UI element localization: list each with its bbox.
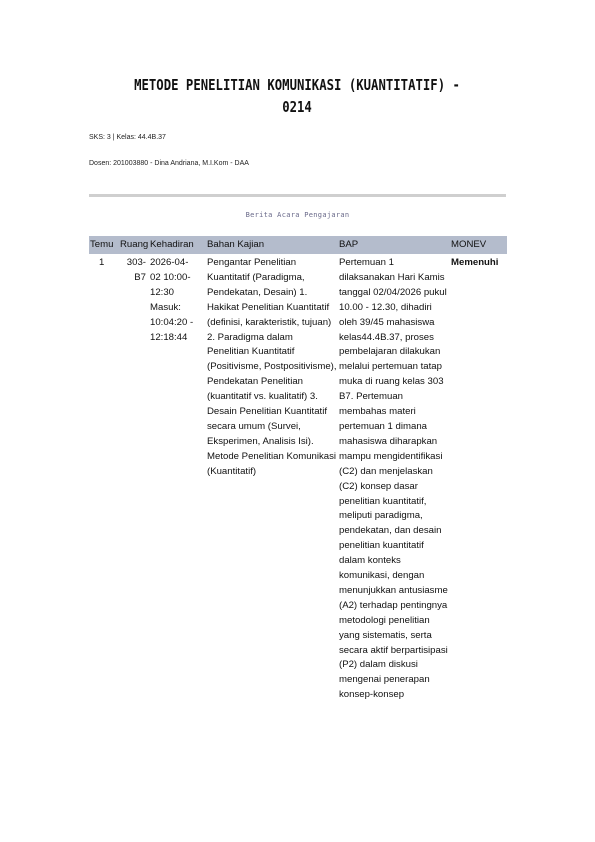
header-bahan-kajian: Bahan Kajian [207, 238, 265, 250]
cell-bahan-kajian: Pengantar Penelitian Kuantitatif (Paradigma, Pendekatan, Desain) 1. Hakikat Penelitian Kuantitatif (definisi, karakteristik, tujuan) 2. Paradigma dalam Penelitian Kuantitatif (Positivisme, Postpositivisme), Pendekatan Penelitian (kuantitatif vs. kualitatif) 3. Desain Penelitian Kuantitatif secara umum (Survei, Eksperimen, Analisis Isi). Metode Penelitian Komunikasi (Kuantitatif) [207, 257, 337, 477]
course-info [89, 134, 166, 141]
header-bap: BAP [339, 238, 359, 250]
header-kehadiran: Kehadiran [150, 238, 194, 250]
cell-bap: Pertemuan 1 dilaksanakan Hari Kamis tanggal 02/04/2026 pukul 10.00 - 12.30, dihadiri oleh 39/45 mahasiswa kelas44.4B.37, proses pembelajaran dilakukan melalui pertemuan tatap muka di ruang kelas 303 B7. Pertemuan membahas materi pertemuan 1 dimana mahasiswa diharapkan mampu mengidentifikasi (C2) dan menjelaskan (C2) konsep dasar penelitian kuantitatif, meliputi paradigma, pendekatan, dan desain penelitian kuantitatif dalam konteks komunikasi, dengan menunjukkan antusiasme (A2) terhadap pentingnya metodologi penelitian yang sistematis, serta secara aktif berpartisipasi (P2) dalam diskusi mengenai penerapan konsep-konsep [339, 257, 448, 701]
cell-ruang: 303- B7 [126, 257, 146, 283]
table-header-row [89, 236, 507, 254]
cell-temu: 1 [99, 257, 105, 268]
divider [89, 194, 506, 197]
page-title: METODE PENELITIAN KOMUNIKASI (KUANTITATIF) - 0214 [134, 76, 460, 116]
cell-kehadiran: 2026-04- 02 10:00- 12:30 Masuk: 10:04:20 - 12:18:44 [150, 257, 194, 343]
section-title: Berita Acara Pengajaran [245, 211, 350, 219]
cell-monev: Memenuhi [451, 257, 499, 268]
header-monev: MONEV [451, 238, 487, 250]
sks-class-info: SKS: 3 | Kelas: 44.4B.37 [89, 134, 166, 141]
header-temu: Temu [90, 238, 114, 250]
lecturer-name: Dosen: 201003880 - Dina Andriana, M.I.Kom - DAA [89, 160, 249, 167]
lecturer-info [89, 160, 249, 167]
table-row [89, 254, 507, 705]
teaching-record-table [89, 236, 507, 705]
header-ruang: Ruang [120, 238, 149, 250]
